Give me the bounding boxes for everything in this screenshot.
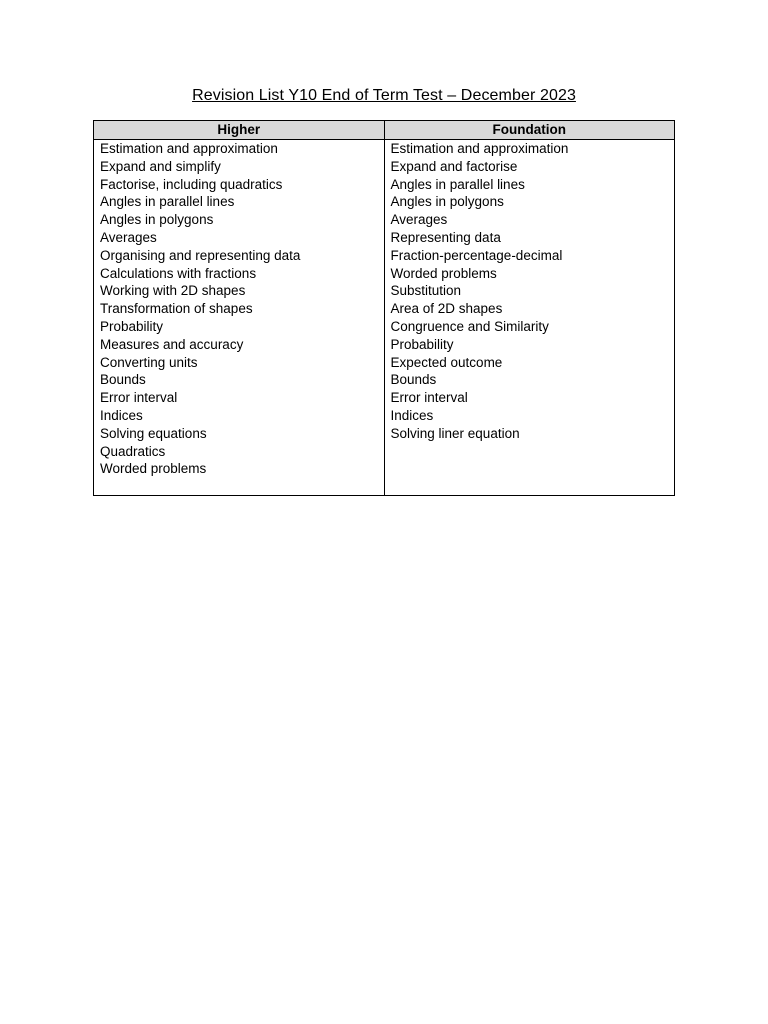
foundation-topic-item: Representing data — [390, 229, 501, 245]
higher-topic-item: Expand and simplify — [100, 158, 221, 174]
higher-topic-item: Working with 2D shapes — [100, 283, 246, 299]
foundation-topic-item: Angles in parallel lines — [390, 176, 525, 192]
higher-topic-item: Error interval — [100, 390, 178, 406]
foundation-topic-item: Probability — [390, 336, 454, 352]
foundation-topic-item: Angles in polygons — [390, 194, 504, 210]
foundation-topic-item: Estimation and approximation — [390, 141, 569, 156]
foundation-column — [384, 121, 675, 495]
higher-topic-item: Solving equations — [100, 425, 207, 441]
higher-topic-item: Converting units — [100, 354, 198, 370]
foundation-topic-item: Indices — [390, 407, 434, 423]
foundation-topic-item: Error interval — [390, 390, 468, 406]
higher-topic-item: Calculations with fractions — [100, 265, 257, 281]
higher-topic-item: Transformation of shapes — [100, 301, 253, 317]
higher-topic-item: Angles in polygons — [100, 212, 214, 228]
higher-topic-item: Angles in parallel lines — [100, 194, 235, 210]
higher-topic-item: Quadratics — [100, 443, 166, 459]
page-title: Revision List Y10 End of Term Test – December 2023 — [192, 87, 576, 104]
higher-column — [94, 121, 384, 495]
foundation-topic-item: Bounds — [390, 372, 437, 388]
higher-topic-item: Bounds — [100, 372, 146, 388]
higher-column-header: Higher — [94, 121, 384, 140]
higher-topic-list — [94, 140, 384, 478]
higher-topic-item: Organising and representing data — [100, 247, 301, 263]
foundation-topic-item: Congruence and Similarity — [390, 318, 549, 334]
foundation-topic-item: Substitution — [390, 283, 462, 299]
foundation-topic-item: Area of 2D shapes — [390, 301, 503, 317]
higher-topic-item: Worded problems — [100, 461, 207, 477]
foundation-column-header: Foundation — [385, 121, 675, 140]
foundation-topic-item: Averages — [390, 212, 448, 228]
foundation-topic-list — [385, 140, 675, 443]
higher-topic-item: Indices — [100, 407, 143, 423]
foundation-topic-item: Fraction-percentage-decimal — [390, 247, 563, 263]
foundation-topic-item: Solving liner equation — [390, 425, 520, 441]
higher-topic-item: Estimation and approximation — [100, 141, 278, 156]
foundation-topic-item: Worded problems — [390, 265, 497, 281]
foundation-topic-item: Expand and factorise — [390, 158, 518, 174]
revision-table — [93, 120, 675, 496]
higher-topic-item: Averages — [100, 229, 157, 245]
foundation-topic-item: Expected outcome — [390, 354, 503, 370]
higher-topic-item: Measures and accuracy — [100, 336, 244, 352]
higher-topic-item: Factorise, including quadratics — [100, 176, 283, 192]
higher-topic-item: Probability — [100, 318, 164, 334]
